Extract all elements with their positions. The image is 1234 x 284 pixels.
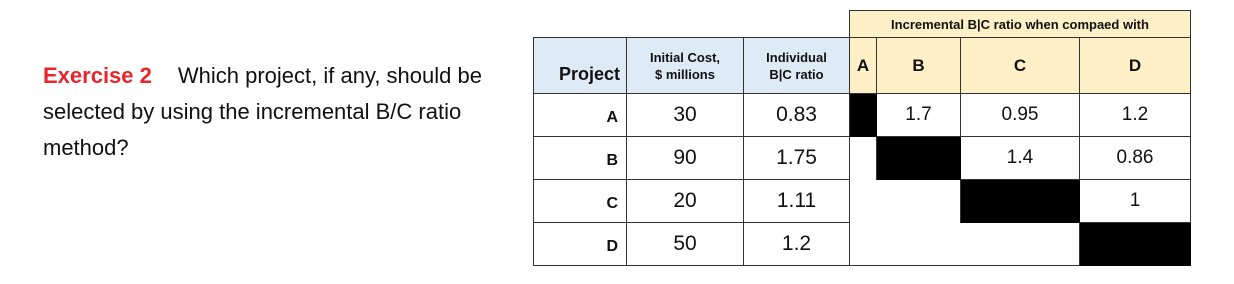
cost-cell: 30: [627, 94, 744, 137]
project-cell: B: [534, 137, 627, 180]
empty-cell: [961, 223, 1080, 266]
exercise-question-text: Which project, if any, should be selected by using the incremental B/C ratio method?: [43, 63, 482, 160]
table-row: [534, 180, 1191, 223]
exercise-question: [43, 58, 513, 166]
diagonal-cell: [961, 180, 1080, 223]
empty-cell: [850, 180, 877, 223]
table-header-row: [534, 38, 1191, 94]
incremental-cell: 1.2: [1080, 94, 1191, 137]
incremental-cell: 1.7: [877, 94, 961, 137]
incremental-header: Incremental B|C ratio when compaed with: [850, 11, 1191, 38]
initial-cost-header-line2: $ millions: [655, 66, 715, 82]
diagonal-cell: [850, 94, 877, 137]
ratio-cell: 0.83: [744, 94, 850, 137]
ratio-cell: 1.11: [744, 180, 850, 223]
individual-header-line1: Individual: [766, 49, 827, 65]
incremental-bc-table: [533, 10, 1191, 266]
initial-cost-column-header: [627, 38, 744, 94]
incremental-cell: 0.86: [1080, 137, 1191, 180]
column-header-d: D: [1080, 38, 1191, 94]
cost-cell: 90: [627, 137, 744, 180]
incremental-cell: 1: [1080, 180, 1191, 223]
column-header-a: A: [850, 38, 877, 94]
table-row: [534, 137, 1191, 180]
table-header-row-top: [534, 11, 1191, 38]
initial-cost-header-line1: Initial Cost,: [649, 49, 721, 65]
cost-cell: 20: [627, 180, 744, 223]
empty-cell: [877, 223, 961, 266]
project-column-header: Project: [534, 38, 627, 94]
individual-header-line2: B|C ratio: [769, 66, 824, 82]
empty-cell: [850, 223, 877, 266]
project-cell: A: [534, 94, 627, 137]
incremental-cell: 1.4: [961, 137, 1080, 180]
table-row: [534, 94, 1191, 137]
project-cell: C: [534, 180, 627, 223]
diagonal-cell: [877, 137, 961, 180]
ratio-cell: 1.2: [744, 223, 850, 266]
column-header-b: B: [877, 38, 961, 94]
exercise-label: Exercise 2: [43, 63, 152, 88]
cost-cell: 50: [627, 223, 744, 266]
column-header-c: C: [961, 38, 1080, 94]
empty-cell: [850, 137, 877, 180]
empty-cell: [877, 180, 961, 223]
ratio-cell: 1.75: [744, 137, 850, 180]
table-row: [534, 223, 1191, 266]
diagonal-cell: [1080, 223, 1191, 266]
incremental-cell: 0.95: [961, 94, 1080, 137]
project-cell: D: [534, 223, 627, 266]
individual-ratio-column-header: [744, 38, 850, 94]
